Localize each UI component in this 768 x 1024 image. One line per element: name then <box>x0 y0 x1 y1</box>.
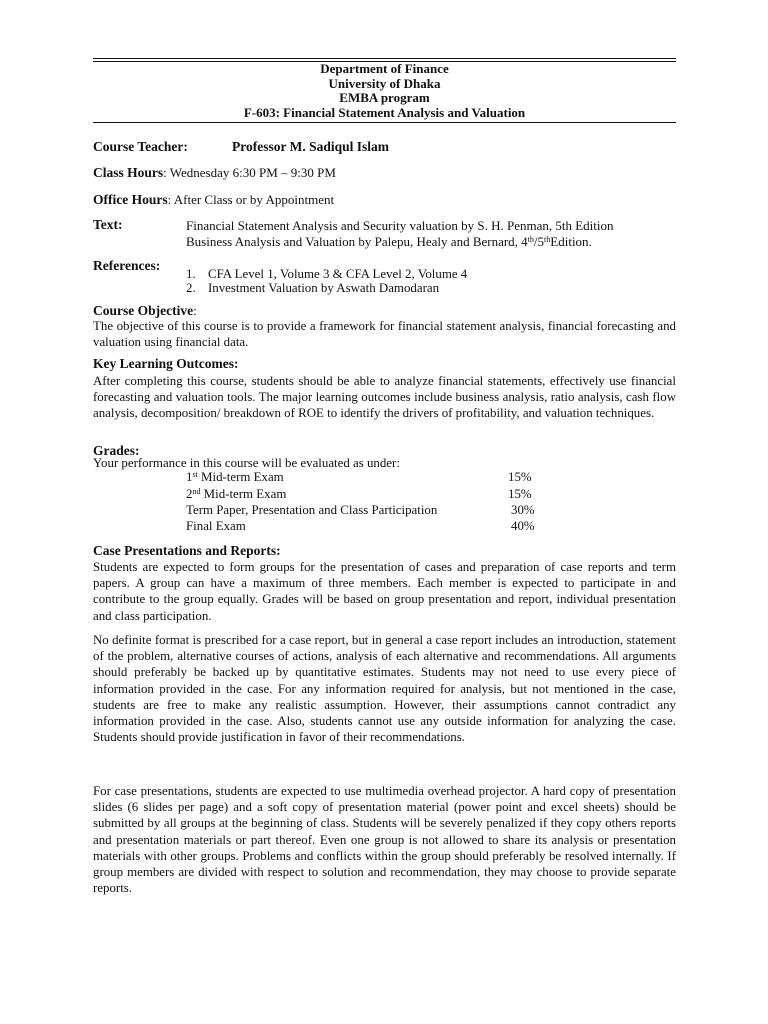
grade-row-3: Term Paper, Presentation and Class Participation 30% <box>186 503 535 517</box>
office-hours-row <box>93 191 334 209</box>
course-title: F-603: Financial Statement Analysis and Valuation <box>243 104 526 120</box>
case-paragraph-1: Students are expected to form groups for the presentation of cases and preparation of case reports and term papers. A group can have a maximum of three members. Each member is expected to participate in and contribute to the group equally. Grades will be based on group presentation and report, individual presentation and class participation. <box>93 560 676 623</box>
university-name: University of Dhaka <box>328 75 441 91</box>
class-hours-row <box>93 164 336 182</box>
learning-outcomes-body: After completing this course, students should be able to analyze financial statements, effectively use financial forecasting and valuation tools. The major learning outcomes include business analysis, ratio analysis, cash flow analysis, decomposition/ breakdown of ROE to identify the drivers of profitability, and valuation techniques. <box>93 374 676 421</box>
grade-row-1: 1st Mid-term Exam 15% <box>186 470 532 484</box>
office-hours-value: : After Class or by Appointment <box>167 192 335 207</box>
class-hours-value: : Wednesday 6:30 PM – 9:30 PM <box>163 165 336 180</box>
textbooks <box>186 218 614 250</box>
learning-outcomes-heading: Key Learning Outcomes: <box>93 356 239 371</box>
reference-item-2: 2. Investment Valuation by Aswath Damodaran <box>186 281 440 295</box>
grade-row-4: Final Exam 40% <box>186 519 535 533</box>
grades-heading: Grades: <box>93 443 140 458</box>
grade-pct-3: 30% <box>511 503 535 517</box>
header-bottom-rule <box>93 122 676 123</box>
textbook-1: Financial Statement Analysis and Security valuation by S. H. Penman, 5th Edition <box>186 218 614 233</box>
grades-intro: Your performance in this course will be evaluated as under: <box>93 456 400 470</box>
grade-pct-4: 40% <box>511 519 535 533</box>
course-teacher-label: Course Teacher: <box>93 139 188 154</box>
document-header <box>93 62 676 120</box>
references-label: References: <box>93 258 161 273</box>
grade-row-2: 2nd Mid-term Exam 15% <box>186 487 532 501</box>
case-paragraph-3: For case presentations, students are expected to use multimedia overhead projector. A hard copy of presentation slides (6 slides per page) and a soft copy of presentation material (power point and excel sheets) should be submitted by all groups at the beginning of class. Students will be severely penalized if they copy others reports and presentation materials or part thereof. Even one group is not allowed to share its analysis or presentation materials with other groups. Problems and conflicts within the group should preferably be resolved internally. If group members are divided with respect to solution and recommendation, they may choose to provide separate reports. <box>93 784 676 896</box>
top-rule-1 <box>93 58 676 59</box>
text-label: Text: <box>93 217 123 232</box>
grade-pct-2: 15% <box>508 487 532 501</box>
case-paragraph-2: No definite format is prescribed for a case report, but in general a case report includes an introduction, statement of the problem, alternative courses of actions, analysis of each alternative and recommendations. All arguments should preferably be backed up by quantitative estimates. Students may not need to use every piece of information provided in the case. For any information required for analysis, but not mentioned in the case, students are free to make any realistic assumption. However, their assumptions cannot contradict any information provided in the case. Also, students cannot use any outside information for analyzing the case. Students should provide justification in favor of their recommendations. <box>93 633 676 745</box>
grade-pct-1: 15% <box>508 470 532 484</box>
office-hours-label: Office Hours <box>93 192 168 207</box>
class-hours-label: Class Hours <box>93 165 164 180</box>
department-name: Department of Finance <box>320 61 449 76</box>
textbook-2: Business Analysis and Valuation by Palepu, Healy and Bernard, 4th/5thEdition. <box>186 234 592 249</box>
program-name: EMBA program <box>339 90 430 105</box>
course-teacher-value: Professor M. Sadiqul Islam <box>232 139 390 154</box>
course-objective-body: The objective of this course is to provide a framework for financial statement analysis, financial forecasting and valuation using financial data. <box>93 319 676 350</box>
case-presentations-heading: Case Presentations and Reports: <box>93 543 281 558</box>
reference-item-1: 1. CFA Level 1, Volume 3 & CFA Level 2, Volume 4 <box>186 267 468 281</box>
course-objective-heading: Course Objective: <box>93 303 197 318</box>
